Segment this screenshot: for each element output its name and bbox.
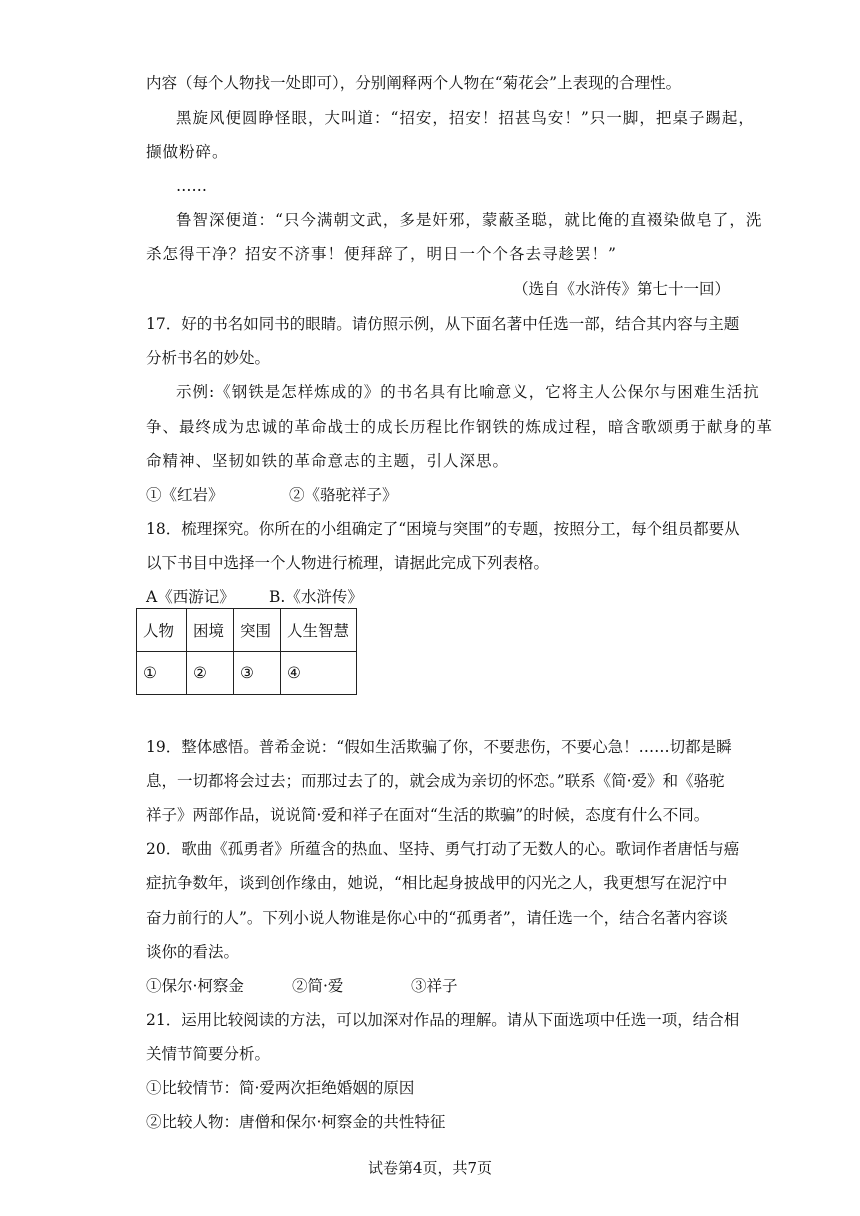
answer-table bbox=[136, 608, 357, 695]
passage-intro: 内容（每个人物找一处即可），分别阐释两个人物在“菊花会”上表现的合理性。 bbox=[146, 74, 682, 92]
question-19: 19．整体感悟。普希金说：“假如生活欺骗了你，不要悲伤，不要心急！……切都是瞬 bbox=[146, 738, 732, 756]
table-cell: ④ bbox=[281, 652, 357, 695]
table-header: 突围 bbox=[234, 609, 281, 652]
table-cell: ③ bbox=[234, 652, 281, 695]
question-text: 关情节简要分析。 bbox=[146, 1045, 271, 1063]
example-text: 命精神、坚韧如铁的革命意志的主题，引人深思。 bbox=[146, 452, 510, 470]
option-xiyouji: A《西游记》 bbox=[146, 588, 235, 606]
option-xiangzi: ③祥子 bbox=[411, 977, 458, 995]
table-header-row bbox=[137, 609, 357, 652]
question-text: 谈你的看法。 bbox=[146, 943, 240, 961]
question-17: 17．好的书名如同书的眼睛。请仿照示例，从下面名著中任选一部，结合其内容与主题 bbox=[146, 315, 740, 333]
question-text: 分析书名的妙处。 bbox=[146, 349, 271, 367]
question-text: 祥子》两部作品，说说简·爱和祥子在面对“生活的欺骗”的时候，态度有什么不同。 bbox=[146, 806, 710, 824]
excerpt-source: （选自《水浒传》第七十一回） bbox=[512, 280, 730, 298]
excerpt-line: 鲁智深便道：“只今满朝文武，多是奸邪，蒙蔽圣聪，就比俺的直裰染做皂了，洗 bbox=[176, 211, 763, 229]
question-21: 21．运用比较阅读的方法，可以加深对作品的理解。请从下面选项中任选一项，结合相 bbox=[146, 1011, 740, 1029]
question-text: 奋力前行的人”。下列小说人物谁是你心中的“孤勇者”，请任选一个，结合名著内容谈 bbox=[146, 909, 728, 927]
table-row bbox=[137, 652, 357, 695]
ellipsis: …… bbox=[176, 177, 207, 195]
example-text: 争、最终成为忠诚的革命战士的成长历程比作钢铁的炼成过程，暗含歌颂勇于献身的革 bbox=[146, 418, 774, 436]
excerpt-line: 撷做粉碎。 bbox=[146, 143, 229, 161]
table-header: 人物 bbox=[137, 609, 187, 652]
option-compare-characters: ②比较人物：唐僧和保尔·柯察金的共性特征 bbox=[146, 1113, 446, 1131]
option-jane-eyre: ②简·爱 bbox=[292, 977, 344, 995]
example-text: 示例:《钢铁是怎样炼成的》的书名具有比喻意义，它将主人公保尔与困难生活抗 bbox=[176, 383, 760, 401]
question-18: 18．梳理探究。你所在的小组确定了“困境与突围”的专题，按照分工，每个组员都要从 bbox=[146, 520, 740, 538]
question-20: 20．歌曲《孤勇者》所蕴含的热血、坚持、勇气打动了无数人的心。歌词作者唐恬与癌 bbox=[146, 840, 740, 858]
option-paul: ①保尔·柯察金 bbox=[146, 977, 244, 995]
question-text: 以下书目中选择一个人物进行梳理，请据此完成下列表格。 bbox=[146, 554, 550, 572]
option-shuihuzhuan: B.《水浒传》 bbox=[269, 588, 363, 606]
table-header: 人生智慧 bbox=[281, 609, 357, 652]
question-text: 息，一切都将会过去；而那过去了的，就会成为亲切的怀恋。”联系《简·爱》和《骆驼 bbox=[146, 772, 725, 790]
table-cell: ① bbox=[137, 652, 187, 695]
table-header: 困境 bbox=[187, 609, 234, 652]
option-compare-plot: ①比较情节：简·爱两次拒绝婚姻的原因 bbox=[146, 1079, 415, 1097]
table-cell: ② bbox=[187, 652, 234, 695]
option-hongyan: ①《红岩》 bbox=[146, 486, 224, 504]
question-text: 症抗争数年，谈到创作缘由，她说，“相比起身披战甲的闪光之人，我更想写在泥泞中 bbox=[146, 874, 728, 892]
option-luotuo-xiangzi: ②《骆驼祥子》 bbox=[289, 486, 398, 504]
page-footer: 试卷第4页，共7页 bbox=[367, 1159, 493, 1177]
excerpt-line: 杀怎得干净？招安不济事！便拜辞了，明日一个个各去寻趁罢！” bbox=[146, 245, 617, 263]
excerpt-line: 黑旋风便圆睁怪眼，大叫道：“招安，招安！招甚鸟安！”只一脚，把桌子踢起， bbox=[176, 109, 755, 127]
